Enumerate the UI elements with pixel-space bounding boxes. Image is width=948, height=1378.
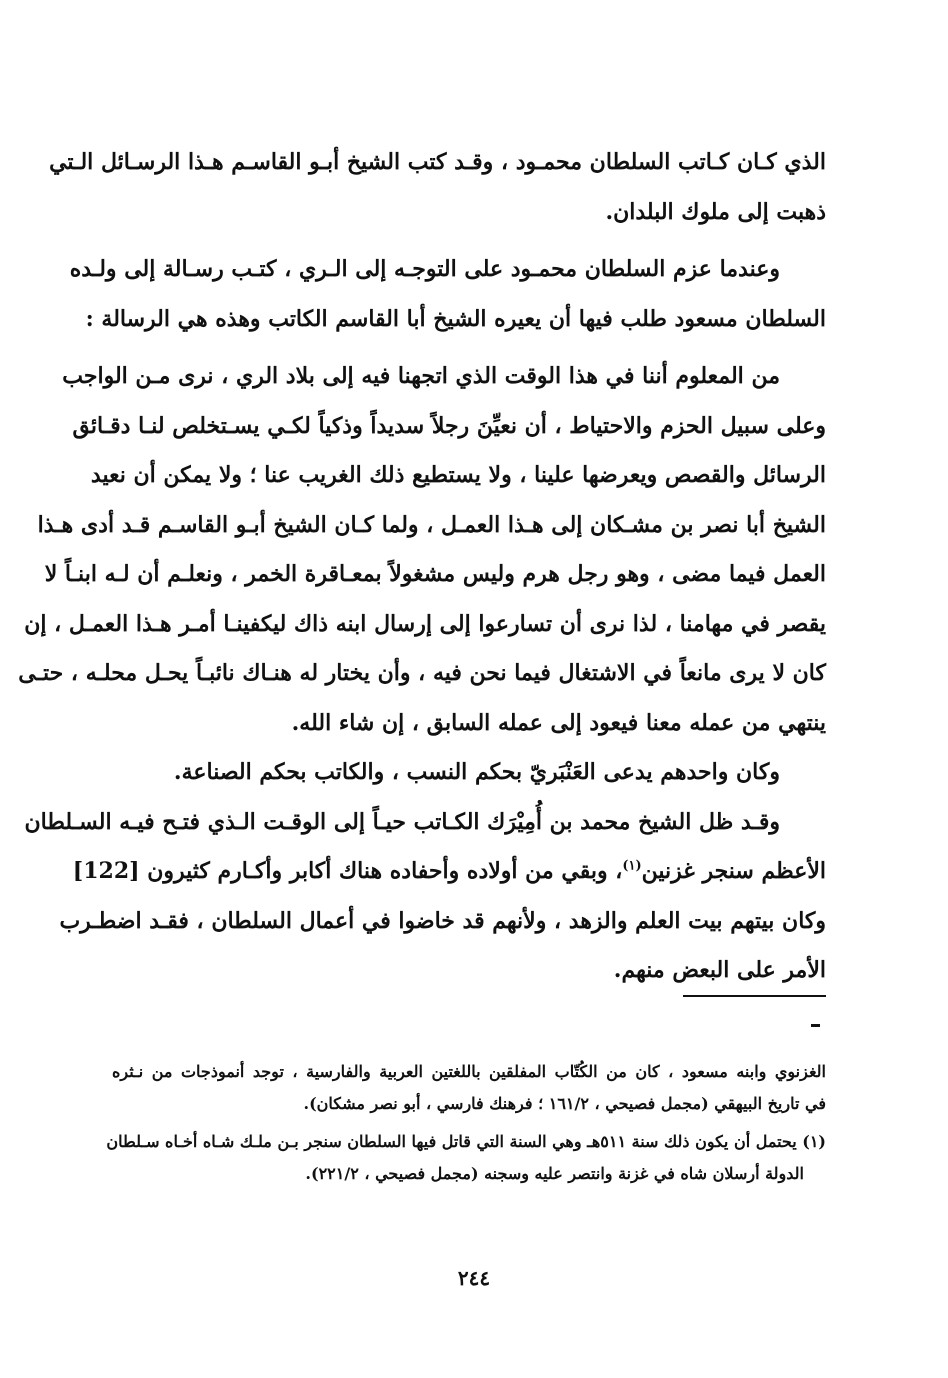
text-line: وكان بيتهم بيت العلم والزهد ، ولأنهم قد خاضوا في أعمال السلطان ، فقـد اضطـرب [59, 907, 826, 934]
text-line [72, 847, 826, 897]
text-line: يقصر في مهامنا ، لذا نرى أن تسارعوا إلى إرسال ابنه ذاك ليكفينـا أمـر هـذا العمـل ، إن [24, 610, 826, 637]
footnote-separator [683, 995, 826, 997]
text-line: من المعلوم أننا في هذا الوقت الذي اتجهنا فيه إلى بلاد الري ، نرى مـن الواجب [62, 363, 780, 389]
text-line: العمل فيما مضى ، وهو رجل هرم وليس مشغولاً بمعـاقرة الخمر ، ونعلـم أن لـه ابنـاً لا [44, 561, 826, 587]
text-line: السلطان مسعود طلب فيها أن يعيره الشيخ أبا القاسم الكاتب وهذه هي الرسالة : [85, 305, 826, 332]
paragraph-1 [49, 138, 826, 237]
text-line: وعندما عزم السلطان محمـود على التوجـه إلى الـري ، كتـب رسـالة إلى ولـده [69, 256, 780, 282]
paragraph-2 [69, 245, 826, 344]
footnotes [106, 1056, 826, 1190]
text-line: كان لا يرى مانعاً في الاشتغال فيما نحن فيه ، وأن يختار له هنـاك نائبـاً يحـل محلـه ، حتـى [18, 660, 826, 686]
paragraph-3 [112, 748, 826, 798]
footnote-line: (١) يحتمل أن يكون ذلك سنة ٥١١هـ وهي السنة التي قاتل فيها السلطان سنجر بـن ملـك شـاه أخـاه سـلطان [106, 1132, 826, 1151]
footnote-line: الغزنوي وابنه مسعود ، كان من الكُتّاب المفلقين باللغتين العربية والفارسية ، توجد أنموذجات من نـثره [112, 1062, 826, 1081]
text-line: ذهبت إلى ملوك البلدان. [605, 198, 826, 225]
text-line: الشيخ أبا نصر بن مشـكان إلى هـذا العمـل ، ولما كـان الشيخ أبـو القاسـم قـد أدى هـذا [37, 511, 826, 538]
footnote-line: في تاريخ البيهقي (مجمل فصيحي ، ١٦١/٢ ؛ فرهنك فارسي ، أبو نصر مشكان). [303, 1094, 826, 1113]
text-line: الأمر على البعض منهم. [613, 957, 826, 983]
footnote-reference[interactable]: (١) [622, 858, 642, 874]
paragraph-gap [112, 344, 826, 352]
text-line: الرسائل والقصص ويعرضها علينا ، ولا يستطيع ذلك الغريب عنا ؛ ولا يمكن أن نعيد [90, 462, 826, 488]
paragraph-4 [24, 798, 826, 996]
text-line: وكان واحدهم يدعى العَنْبَريّ بحكم النسب ، والكاتب بحكم الصناعة. [173, 759, 780, 785]
text-line: الذي كـان كـاتب السلطان محمـود ، وقـد كتب الشيخ أبـو القاسـم هـذا الرسـائل الـتي [49, 149, 826, 175]
footnote-line: الدولة أرسلان شاه في غزنة وانتصر عليه وسجنه (مجمل فصيحي ، ٢٢١/٢). [305, 1164, 804, 1183]
page-number: ٢٤٤ [457, 1266, 491, 1290]
footnote-dash-mark [811, 1024, 820, 1027]
text-line: وقـد ظل الشيخ محمد بن أُمِيْرَك الكـاتب حيـاً إلى الوقـت الـذي فتـح فيـه السـلطان [24, 808, 780, 835]
text-fragment: الأعظم سنجر غزنين [641, 858, 826, 884]
paragraph-gap [112, 237, 826, 245]
paragraph-letter [18, 352, 826, 748]
text-line: ينتهي من عمله معنا فيعود إلى عمله السابق ، إن شاء الله. [291, 709, 826, 736]
text-line: وعلى سبيل الحزم والاحتياط ، أن نعيِّنَ رجلاً سديداً وذكياً لكـي يسـتخلص لنـا دقـائق [72, 412, 826, 439]
main-text [18, 138, 826, 996]
text-fragment: ، وبقي من أولاده وأحفاده هناك أكابر وأكـارم كثيرون [122] [72, 858, 623, 884]
